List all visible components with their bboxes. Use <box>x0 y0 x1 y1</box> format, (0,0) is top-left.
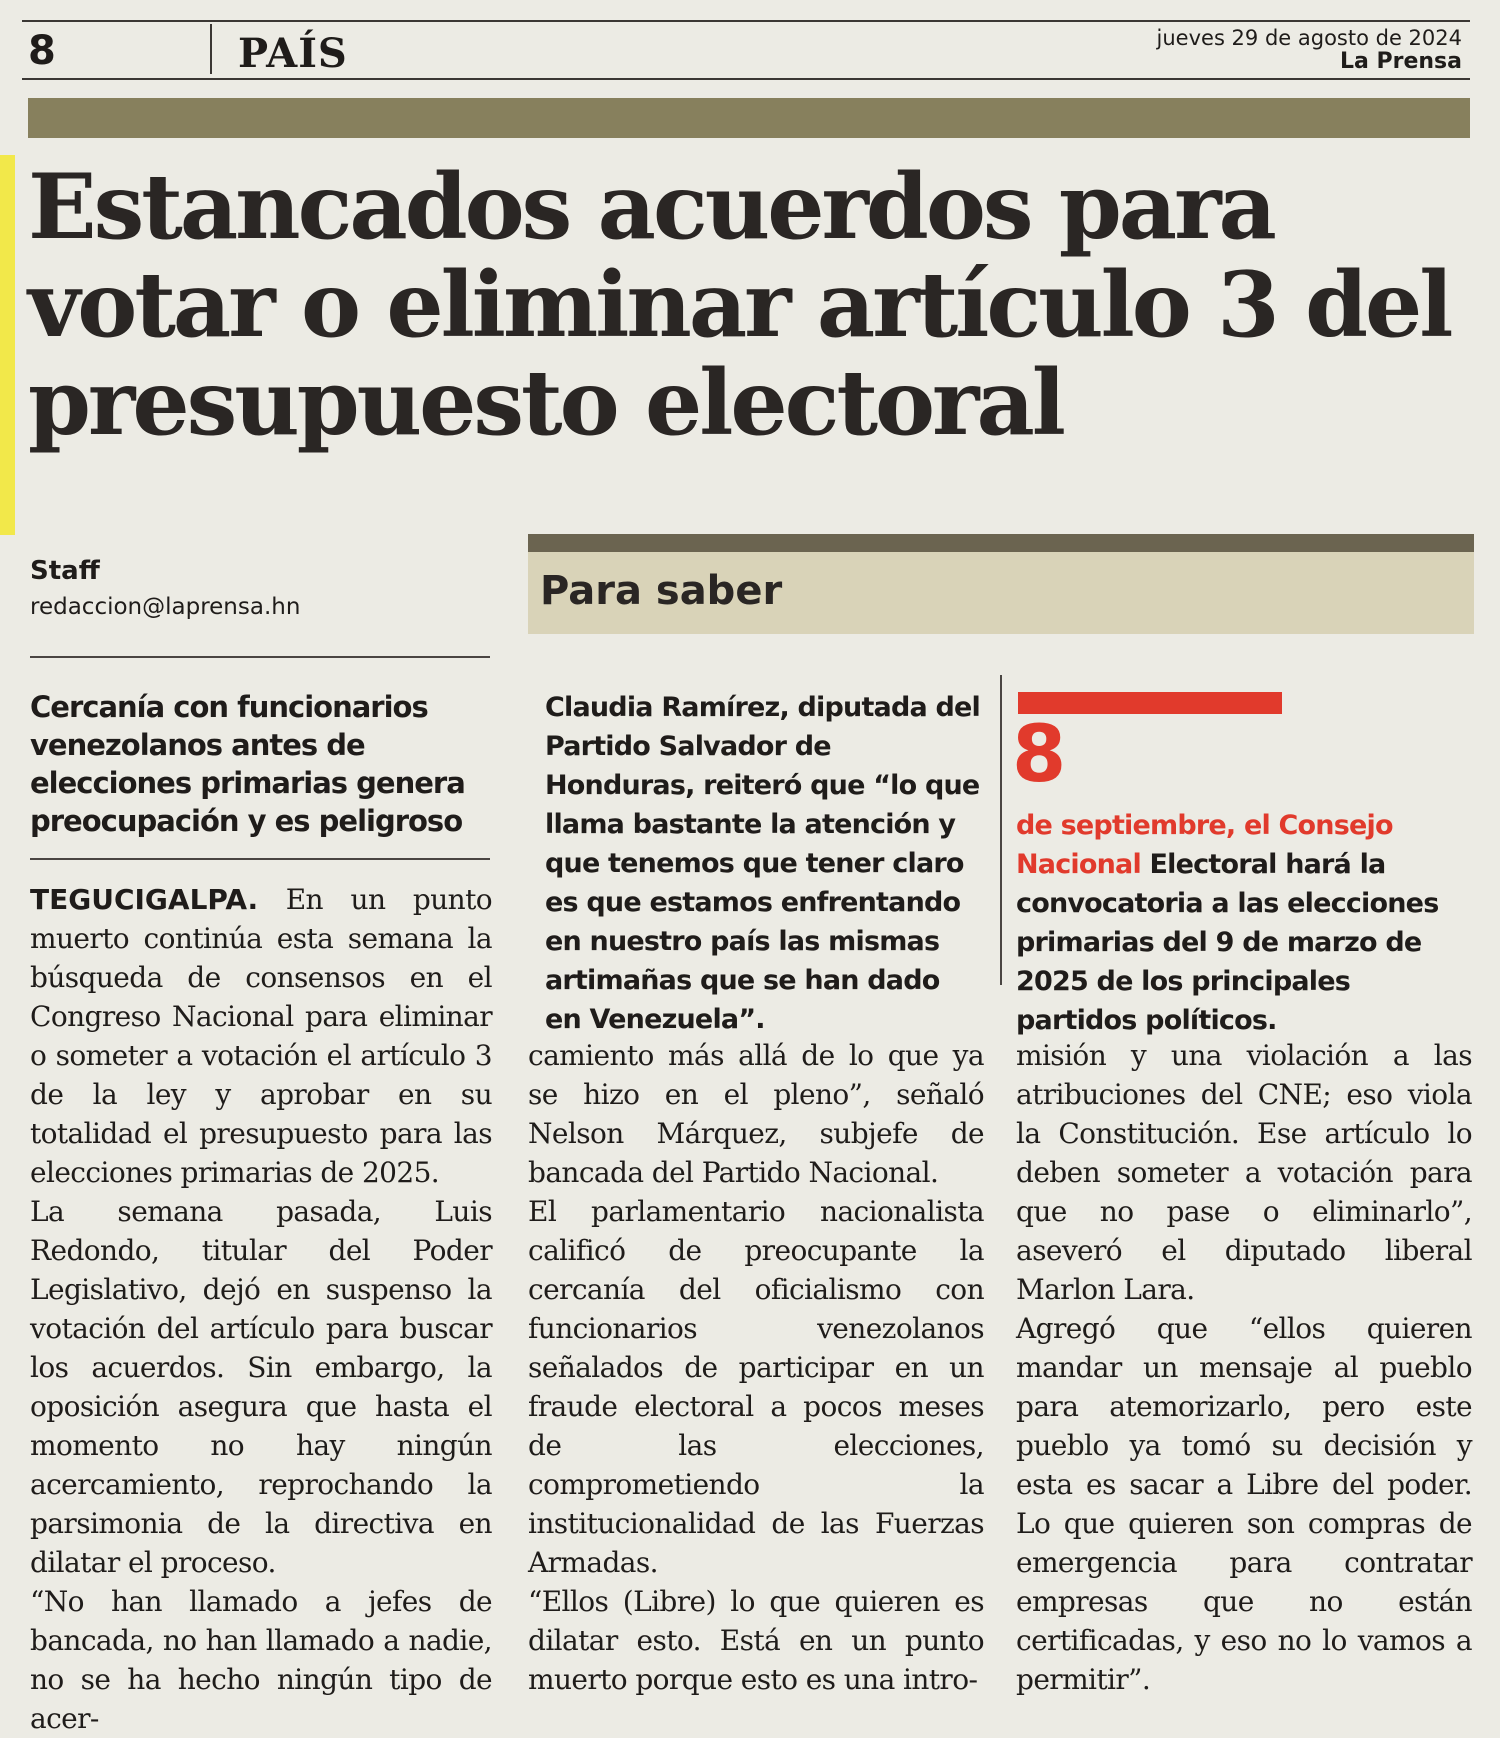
publication-date: jueves 29 de agosto de 2024 <box>1156 26 1462 50</box>
kicker-top-rule <box>30 656 490 658</box>
article-column-1 <box>30 880 492 1738</box>
article-paragraph: camiento más allá de lo que ya se hizo en el pleno”, señaló Nelson Márquez, subjefe de bancada del Partido Nacional. <box>528 1039 984 1189</box>
title-band <box>28 98 1470 138</box>
article-column-2 <box>528 1036 984 1699</box>
sidebar-band <box>528 534 1474 552</box>
byline: Staff <box>30 556 100 586</box>
fact-rest: Electoral hará la convocatoria a las elecciones primarias del 9 de marzo de 2025 de los principales partidos políticos. <box>1016 849 1439 1036</box>
fact-lead: de septiembre, el Consejo Nacional <box>1016 810 1393 880</box>
fact-divider <box>1000 675 1002 985</box>
section-name: PAÍS <box>238 30 348 77</box>
dateline: TEGUCIGALPA. <box>30 883 259 916</box>
highlighter-mark <box>0 155 15 535</box>
fact-number: 8 <box>1012 710 1067 800</box>
headline: Estancados acuerdos para votar o eliminar artículo 3 del presupuesto electoral <box>28 154 1451 456</box>
header-top-rule <box>22 20 1470 22</box>
header-divider <box>210 24 212 74</box>
kicker-bottom-rule <box>30 858 490 860</box>
publication-name: La Prensa <box>1339 49 1462 74</box>
paragraph-text: En un punto muerto continúa esta semana la búsqueda de consensos en el Congreso Nacional para eliminar o someter a votación el artículo 3 de la ley y aprobar en su totalidad el presupuesto para las elecciones primarias de 2025. <box>30 883 492 1189</box>
kicker: Cercanía con funcionarios venezolanos antes de elecciones primarias genera preocupación y es peligroso <box>30 690 465 838</box>
author-email: redaccion@laprensa.hn <box>30 594 301 620</box>
article-paragraph: “No han llamado a jefes de bancada, no han llamado a nadie, no se ha hecho ningún tipo de acer- <box>30 1585 492 1735</box>
article-column-3 <box>1016 1036 1472 1699</box>
sidebar-label: Para saber <box>540 568 783 614</box>
article-paragraph: La semana pasada, Luis Redondo, titular del Poder Legislativo, dejó en suspenso la votación del artículo para buscar los acuerdos. Sin embargo, la oposición asegura que hasta el momento no hay ningún acercamiento, reprochando la parsimonia de la directiva en dilatar el proceso. <box>30 1195 492 1579</box>
fact-text <box>1016 806 1476 1040</box>
article-paragraph: Agregó que “ellos quieren mandar un mensaje al pueblo para atemorizarlo, pero este pueblo ya tomó su decisión y esta es sacar a Libre del poder. Lo que quieren son compras de emergencia para contratar empresas que no están certificadas, y eso no lo vamos a permitir”. <box>1016 1312 1472 1696</box>
article-paragraph: El parlamentario nacionalista calificó de preocupante la cercanía del oficialismo con funcionarios venezolanos señalados de participar en un fraude electoral a pocos meses de las elecciones, comprometiendo la institucionalidad de las Fuerzas Armadas. <box>528 1195 984 1579</box>
header-bottom-rule <box>22 78 1470 80</box>
article-paragraph: “Ellos (Libre) lo que quieren es dilatar esto. Está en un punto muerto porque esto es una intro- <box>528 1585 984 1696</box>
sidebar-quote: Claudia Ramírez, diputada del Partido Salvador de Honduras, reiteró que “lo que llama bastante la atención y que tenemos que tener claro es que estamos enfrentando en nuestro país las mismas artimañas que se han dado en Venezuela”. <box>545 692 981 1035</box>
article-paragraph: misión y una violación a las atribuciones del CNE; eso viola la Constitución. Ese artículo lo deben someter a votación para que no pase o eliminarlo”, aseveró el diputado liberal Marlon Lara. <box>1016 1039 1472 1306</box>
page-number: 8 <box>28 28 56 74</box>
article-paragraph <box>30 880 492 1192</box>
